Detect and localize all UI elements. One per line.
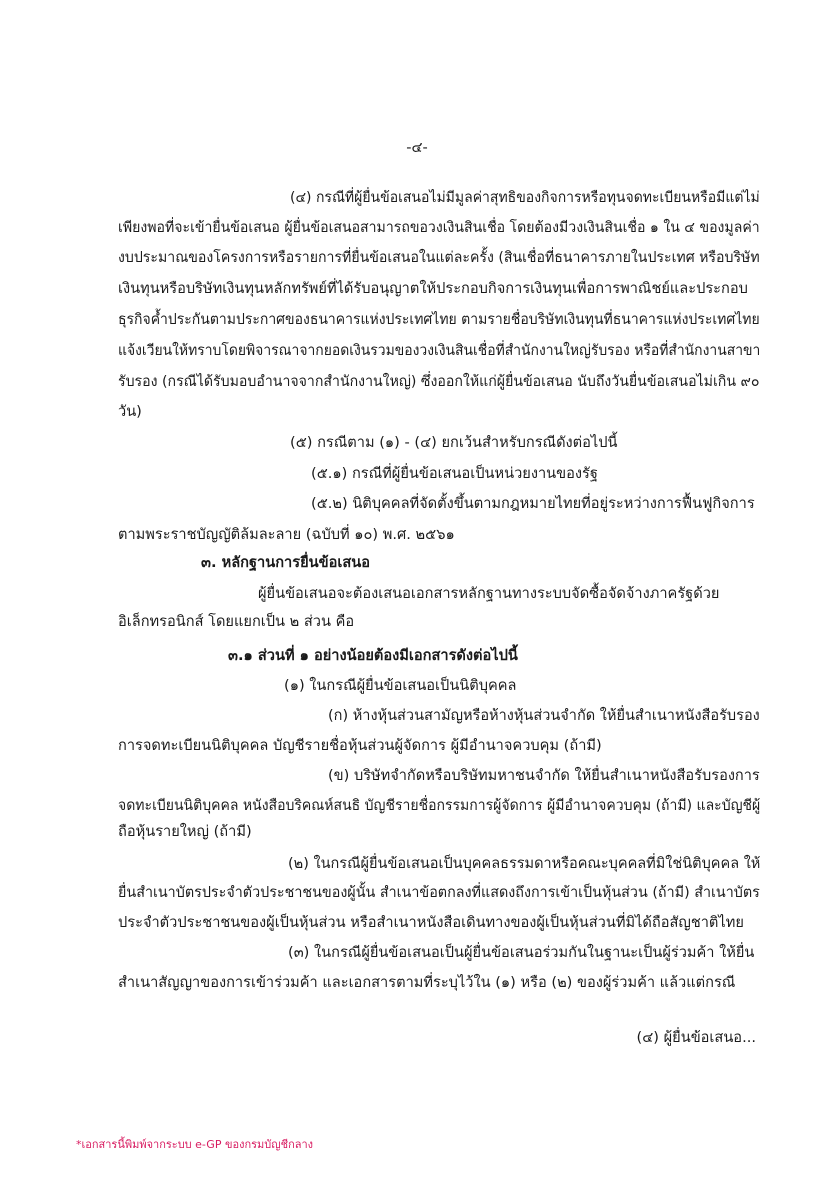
text-line: (๑) ในกรณีผู้ยื่นข้อเสนอเป็นนิติบุคคล xyxy=(284,677,517,694)
text-line: (๕.๒) นิติบุคคลที่จัดตั้งขึ้นตามกฎหมายไทยที่อยู่ระหว่างการฟื้นฟูกิจการ xyxy=(311,495,755,512)
text-line: งบประมาณของโครงการหรือรายการที่ยื่นข้อเสนอในแต่ละครั้ง (สินเชื่อที่ธนาคารภายในประเทศ หรือบริษัท xyxy=(118,249,760,266)
subsection-heading: ๓.๑ ส่วนที่ ๑ อย่างน้อยต้องมีเอกสารดังต่อไปนี้ xyxy=(228,647,518,664)
text-line: จดทะเบียนนิติบุคคล หนังสือบริคณห์สนธิ บัญชีรายชื่อกรรมการผู้จัดการ ผู้มีอำนาจควบคุม (ถ้ามี) และบัญชีผู้ xyxy=(118,797,761,814)
text-line: สำเนาสัญญาของการเข้าร่วมค้า และเอกสารตามที่ระบุไว้ใน (๑) หรือ (๒) ของผู้ร่วมค้า แล้วแต่กรณี xyxy=(118,974,736,991)
text-line: อิเล็กทรอนิกส์ โดยแยกเป็น ๒ ส่วน คือ xyxy=(118,613,355,630)
text-line: (๓) ในกรณีผู้ยื่นข้อเสนอเป็นผู้ยื่นข้อเสนอร่วมกันในฐานะเป็นผู้ร่วมค้า ให้ยื่น xyxy=(288,944,755,961)
text-line: ผู้ยื่นข้อเสนอจะต้องเสนอเอกสารหลักฐานทางระบบจัดซื้อจัดจ้างภาครัฐด้วย xyxy=(258,585,720,602)
section-heading: ๓. หลักฐานการยื่นข้อเสนอ xyxy=(201,554,370,571)
text-line: ธุรกิจค้ำประกันตามประกาศของธนาคารแห่งประเทศไทย ตามรายชื่อบริษัทเงินทุนที่ธนาคารแห่งประเทศไทย xyxy=(118,311,760,328)
text-line: แจ้งเวียนให้ทราบโดยพิจารณาจากยอดเงินรวมของวงเงินสินเชื่อที่สำนักงานใหญ่รับรอง หรือที่สำนักงานสาขา xyxy=(118,342,761,359)
text-line: ประจำตัวประชาชนของผู้เป็นหุ้นส่วน หรือสำเนาหนังสือเดินทางของผู้เป็นหุ้นส่วนที่มิได้ถือสัญชาติไทย xyxy=(118,914,744,931)
text-line: ตามพระราชบัญญัติล้มละลาย (ฉบับที่ ๑๐) พ.ศ. ๒๕๖๑ xyxy=(118,526,455,543)
page-number: -๔- xyxy=(406,139,428,156)
text-line: วัน) xyxy=(118,403,142,420)
footer-note: *เอกสารนี้พิมพ์จากระบบ e-GP ของกรมบัญชีกลาง xyxy=(76,1138,314,1151)
text-line: (๒) ในกรณีผู้ยื่นข้อเสนอเป็นบุคคลธรรมดาหรือคณะบุคคลที่มิใช่นิติบุคคล ให้ xyxy=(288,855,761,872)
text-line: (๔) กรณีที่ผู้ยื่นข้อเสนอไม่มีมูลค่าสุทธิของกิจการหรือทุนจดทะเบียนหรือมีแต่ไม่ xyxy=(290,189,760,206)
text-line: (๕.๑) กรณีที่ผู้ยื่นข้อเสนอเป็นหน่วยงานของรัฐ xyxy=(311,465,598,482)
text-line: (ก) ห้างหุ้นส่วนสามัญหรือห้างหุ้นส่วนจำกัด ให้ยื่นสำเนาหนังสือรับรอง xyxy=(328,707,760,724)
text-line: (ข) บริษัทจำกัดหรือบริษัทมหาชนจำกัด ให้ยื่นสำเนาหนังสือรับรองการ xyxy=(328,767,760,784)
text-line: (๕) กรณีตาม (๑) - (๔) ยกเว้นสำหรับกรณีดังต่อไปนี้ xyxy=(290,434,618,451)
text-line: รับรอง (กรณีได้รับมอบอำนาจจากสำนักงานใหญ่) ซึ่งออกให้แก่ผู้ยื่นข้อเสนอ นับถึงวันยื่นข้อเสนอไม่เกิน ๙๐ xyxy=(118,373,760,390)
text-line: ยื่นสำเนาบัตรประจำตัวประชาชนของผู้นั้น สำเนาข้อตกลงที่แสดงถึงการเข้าเป็นหุ้นส่วน (ถ้ามี) สำเนาบัตร xyxy=(118,884,760,901)
text-line: เงินทุนหรือบริษัทเงินทุนหลักทรัพย์ที่ได้รับอนุญาตให้ประกอบกิจการเงินทุนเพื่อการพาณิชย์และประกอบ xyxy=(118,280,748,297)
text-line: การจดทะเบียนนิติบุคคล บัญชีรายชื่อหุ้นส่วนผู้จัดการ ผู้มีอำนาจควบคุม (ถ้ามี) xyxy=(118,737,602,754)
text-line: เพียงพอที่จะเข้ายื่นข้อเสนอ ผู้ยื่นข้อเสนอสามารถขอวงเงินสินเชื่อ โดยต้องมีวงเงินสินเชื่อ ๑ ใน ๔ ของมูลค่า xyxy=(118,219,760,236)
text-line: ถือหุ้นรายใหญ่ (ถ้ามี) xyxy=(118,823,252,840)
continuation-marker: (๔) ผู้ยื่นข้อเสนอ... xyxy=(636,1029,756,1046)
